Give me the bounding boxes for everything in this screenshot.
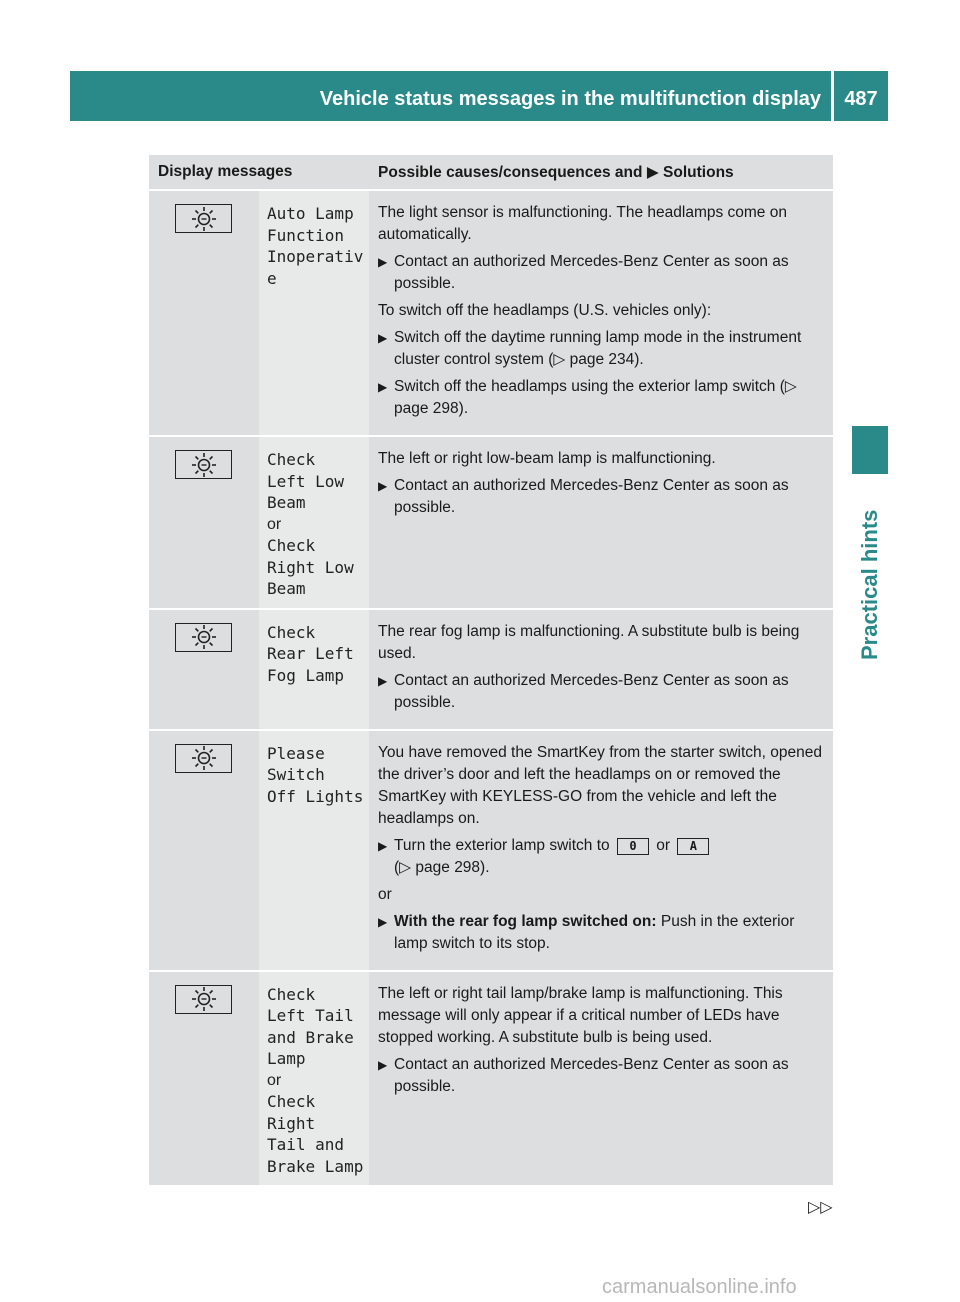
page-header — [70, 71, 888, 121]
solution-step: ▶ Switch off the headlamps using the exterior lamp switch (▷ page 298). — [378, 378, 797, 417]
solution-step: ▶ Switch off the daytime running lamp mode in the instrument cluster control system (▷ page 234). — [378, 329, 802, 368]
icon-cell — [149, 609, 259, 730]
display-message-cell — [259, 609, 369, 730]
arrow-bullet-icon: ▶ — [378, 331, 388, 345]
table-header-row — [149, 155, 833, 190]
solution-step: ▶ Contact an authorized Mercedes-Benz Center as soon as possible. — [378, 477, 789, 516]
display-message: Check Left Tail and Brake Lamp or Check Right Tail and Brake Lamp — [267, 984, 364, 1176]
lamp-warning-icon — [175, 204, 232, 233]
icon-cell — [149, 190, 259, 436]
solution-step: ▶ With the rear fog lamp switched on: Push in the exterior lamp switch to its stop. — [378, 912, 795, 952]
continued-marker-icon: ▷▷ — [808, 1199, 833, 1216]
solution-step: ▶ Contact an authorized Mercedes-Benz Center as soon as possible. — [378, 253, 789, 292]
watermark-text: carmanualsonline.info — [602, 1276, 797, 1298]
lamp-warning-icon — [175, 623, 232, 652]
cause-text: The left or right low-beam lamp is malfunctioning. — [378, 450, 716, 467]
arrow-bullet-icon: ▶ — [378, 1057, 388, 1072]
solution-cell — [369, 971, 833, 1187]
display-message-cell — [259, 190, 369, 436]
solution-step: ▶ Turn the exterior lamp switch to 0 or A (▷ page 298). — [378, 835, 827, 879]
table-row — [149, 436, 833, 609]
table-row — [149, 609, 833, 730]
display-message-cell — [259, 436, 369, 609]
lamp-warning-icon — [175, 985, 232, 1014]
arrow-bullet-icon: ▶ — [378, 255, 388, 269]
arrow-bullet-icon: ▶ — [378, 838, 388, 853]
icon-cell — [149, 436, 259, 609]
or-text: or — [378, 885, 392, 903]
cause-text: The rear fog lamp is malfunctioning. A substitute bulb is being used. — [378, 622, 800, 662]
section-tab-marker — [852, 426, 888, 474]
solution-step: ▶ Contact an authorized Mercedes-Benz Center as soon as possible. — [378, 671, 789, 711]
table-row — [149, 190, 833, 436]
display-message: Check Left Low Beam or Check Right Low Beam — [267, 450, 354, 598]
lamp-warning-icon — [175, 744, 232, 773]
switch-position-0-key: 0 — [617, 838, 649, 855]
solution-cell — [369, 436, 833, 609]
display-message: Auto Lamp Function Inoperativ e — [267, 204, 364, 288]
cause-text: You have removed the SmartKey from the starter switch, opened the driver’s door and left the headlamps on or removed the SmartKey with KEYLESS-GO from the vehicle and left the headlamps on. — [378, 743, 823, 827]
header-solutions-text: Solutions — [663, 163, 734, 181]
cause-text: The light sensor is malfunctioning. The headlamps come on automatically. — [378, 204, 787, 243]
page-number: 487 — [844, 88, 878, 110]
header-causes-solutions — [369, 155, 833, 190]
arrow-bullet-icon: ▶ — [378, 914, 388, 929]
header-causes-text: Possible causes/consequences and — [378, 163, 643, 181]
solution-arrow-icon: ▶ — [646, 163, 659, 181]
display-message-cell — [259, 730, 369, 971]
status-messages-table — [149, 155, 833, 1187]
section-label: Practical hints — [857, 509, 882, 660]
display-message: Please Switch Off Lights — [267, 743, 364, 806]
display-message-cell — [259, 971, 369, 1187]
header-display-messages: Display messages — [149, 155, 369, 190]
table-row — [149, 730, 833, 971]
arrow-bullet-icon: ▶ — [378, 673, 388, 688]
table-row — [149, 971, 833, 1187]
arrow-bullet-icon: ▶ — [378, 479, 388, 493]
header-title: Vehicle status messages in the multifunction display — [319, 88, 821, 110]
cause-text: The left or right tail lamp/brake lamp is malfunctioning. This message will only appear if a critical number of LEDs have stopped working. A substitute bulb is being used. — [378, 984, 783, 1046]
switch-position-auto-key: A — [677, 838, 709, 855]
lamp-warning-icon — [175, 450, 232, 479]
icon-cell — [149, 971, 259, 1187]
solution-cell — [369, 730, 833, 971]
display-message: Check Rear Left Fog Lamp — [267, 622, 354, 685]
solution-cell — [369, 609, 833, 730]
cause-text: To switch off the headlamps (U.S. vehicles only): — [378, 302, 712, 319]
icon-cell — [149, 730, 259, 971]
solution-cell — [369, 190, 833, 436]
arrow-bullet-icon: ▶ — [378, 380, 388, 394]
solution-step: ▶ Contact an authorized Mercedes-Benz Center as soon as possible. — [378, 1055, 789, 1095]
